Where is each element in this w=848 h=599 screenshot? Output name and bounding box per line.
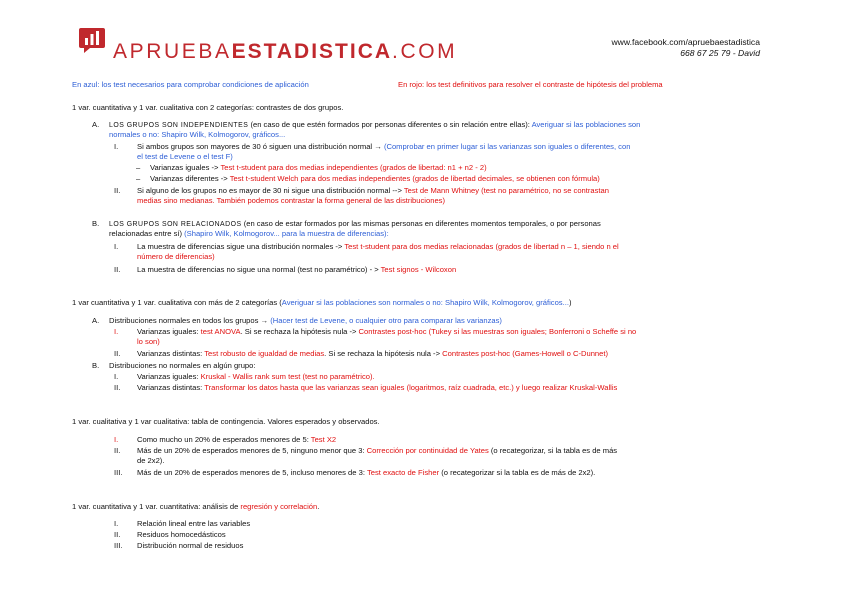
s1-b-heading: LOS GRUPOS SON RELACIONADOS <box>109 221 242 228</box>
s1-a-blue1: Averiguar si las poblaciones son <box>531 120 641 129</box>
s1-a-dash1-line <box>150 163 487 173</box>
s2-b-i-line <box>137 372 375 382</box>
s2-title-text: 1 var cuantitativa y 1 var. cualitativa con más de 2 categorías ( <box>72 298 282 307</box>
s2-a-i-red-a: test ANOVA <box>200 327 241 336</box>
s3-ii-red: Corrección por continuidad de Yates <box>366 446 489 455</box>
logo-light: APRUEBA <box>113 40 232 63</box>
s1-b-i-red2: número de diferencias) <box>137 252 215 261</box>
s2-b-i-marker: I. <box>114 372 119 381</box>
s1-a-i-line1 <box>137 142 630 152</box>
s1-b-ii-red: Test signos - Wilcoxon <box>380 265 457 274</box>
s4-ii-marker: II. <box>114 530 121 539</box>
s2-b-i-red: Kruskal - Wallis rank sum test (test no paramétrico). <box>200 372 375 381</box>
s1-a-i-marker: I. <box>114 142 119 151</box>
s4-i-text: Relación lineal entre las variables <box>137 519 251 528</box>
s1-a-blue2: normales o no: Shapiro Wilk, Kolmogorov, gráficos... <box>109 130 286 139</box>
s2-a-blue: (Hacer test de Levene, o cualquier otro para comparar las varianzas) <box>270 316 502 325</box>
s2-a-i-text: Varianzas iguales: <box>137 327 201 336</box>
s1-a-marker: A. <box>92 120 100 129</box>
website-text: www.facebook.com/apruebaestadistica <box>611 37 760 47</box>
section3-title: 1 var. cualitativa y 1 var cualitativa: tabla de contingencia. Valores esperados y observados. <box>72 417 380 426</box>
s1-b-i-red1: Test t-student para dos medias relacionadas (grados de libertad n – 1, siendo n el <box>344 242 619 251</box>
s4-title-red: regresión y correlación <box>240 502 318 511</box>
s3-i-line <box>137 435 336 445</box>
s3-iii-line <box>137 468 595 478</box>
s1-b-blue: (Shapiro Wilk, Kolmogorov... para la muestra de diferencias): <box>184 229 389 238</box>
s3-ii-line1 <box>137 446 617 456</box>
s2-a-ii-text: Varianzas distintas: <box>137 349 205 358</box>
s2-a-ii-marker: II. <box>114 349 121 358</box>
s3-ii-text: Más de un 20% de esperados menores de 5, ninguno menor que 3: <box>137 446 367 455</box>
s4-iii-text: Distribución normal de residuos <box>137 541 244 550</box>
s3-ii-text-b2: de 2x2). <box>137 456 165 465</box>
legend-blue-note: En azul: los test necesarios para comprobar condiciones de aplicación <box>72 80 309 89</box>
s1-a-heading: LOS GRUPOS SON INDEPENDIENTES <box>109 122 249 129</box>
s4-iii-marker: III. <box>114 541 123 550</box>
s2-title-blue: Averiguar si las poblaciones son normales o no: Shapiro Wilk, Kolmogorov, gráficos... <box>281 298 569 307</box>
s3-ii-marker: II. <box>114 446 121 455</box>
s2-a-line <box>109 316 502 326</box>
section4-title <box>72 502 319 512</box>
phone-text: 668 67 25 79 - David <box>680 48 760 58</box>
s1-a-dash2-line <box>150 174 600 184</box>
s1-b-ii-line <box>137 265 456 275</box>
section1-title: 1 var. cuantitativa y 1 var. cualitativa con 2 categorías: contrastes de dos grupos. <box>72 103 344 112</box>
s2-b-ii-line <box>137 383 617 393</box>
s2-a-i-red-b1: Contrastes post-hoc (Tukey si las muestras son iguales; Bonferroni o Scheffe si no <box>358 327 637 336</box>
s4-ii-text: Residuos homocedásticos <box>137 530 226 539</box>
s1-a-i-blue1: (Comprobar en primer lugar si las varianzas son iguales o diferentes, con <box>383 142 631 151</box>
s2-a-i-text-b: . Si se rechaza la hipótesis nula -> <box>240 327 359 336</box>
s1-a-i-blue2: el test de Levene o el test F) <box>137 152 233 161</box>
s2-a-ii-red-b: Contrastes post-hoc (Games-Howell o C-Dunnet) <box>442 349 608 358</box>
s2-a-i-red-b2: lo son) <box>137 337 160 346</box>
s3-i-marker: I. <box>114 435 119 444</box>
s1-b-line2 <box>109 229 389 239</box>
s3-iii-text-b: (o recategorizar si la tabla es de más de 2x2). <box>439 468 596 477</box>
s1-a-i-text: Si ambos grupos son mayores de 30 ó siguen una distribución normal → <box>137 142 384 151</box>
s1-a-dash2-red: Test t-student Welch para dos medias independientes (grados de libertad decimales, se obtienen con fórmula) <box>229 174 600 183</box>
s1-a-ii-line1 <box>137 186 609 196</box>
s3-i-red: Test X2 <box>310 435 337 444</box>
s3-iii-marker: III. <box>114 468 123 477</box>
s4-i-marker: I. <box>114 519 119 528</box>
logo-text <box>113 40 457 64</box>
s1-b-text1: (en caso de estar formados por las mismas personas en diferentes momentos temporales, o por personas <box>241 219 601 228</box>
s3-iii-text: Más de un 20% de esperados menores de 5, incluso menores de 3: <box>137 468 367 477</box>
s2-a-i-marker: I. <box>114 327 119 336</box>
logo-icon <box>78 26 106 54</box>
legend-red-note: En rojo: los test definitivos para resolver el contraste de hipótesis del problema <box>398 80 663 89</box>
s4-title-text: 1 var. cuantitativa y 1 var. cuantitativa: análisis de <box>72 502 241 511</box>
s1-b-ii-marker: II. <box>114 265 121 274</box>
s3-i-text: Como mucho un 20% de esperados menores de 5: <box>137 435 311 444</box>
s1-b-ii-text: La muestra de diferencias no sigue una normal (test no paramétrico) - > <box>137 265 381 274</box>
s2-b-ii-text: Varianzas distintas: <box>137 383 205 392</box>
s1-a-dash2-text: Varianzas diferentes -> <box>150 174 230 183</box>
s1-b-i-text: La muestra de diferencias sigue una distribución normales -> <box>137 242 345 251</box>
s1-b-i-line1 <box>137 242 619 252</box>
s1-b-text2: relacionadas entre sí) <box>109 229 185 238</box>
section2-title <box>72 298 571 308</box>
s2-title-end: ) <box>568 298 572 307</box>
s2-b-i-text: Varianzas iguales: <box>137 372 201 381</box>
s2-b-ii-marker: II. <box>114 383 121 392</box>
s1-b-marker: B. <box>92 219 100 228</box>
s2-b-marker: B. <box>92 361 100 370</box>
logo-bold: ESTADISTICA <box>231 40 393 63</box>
s1-a-text1: (en caso de que estén formados por personas diferentes o sin relación entre ellas): <box>248 120 532 129</box>
s1-a-ii-text: Si alguno de los grupos no es mayor de 30 ni sigue una distribución normal --> <box>137 186 404 195</box>
s1-a-dash1-red: Test t-student para dos medias independientes (grados de libertad: n1 + n2 - 2) <box>220 163 487 172</box>
s4-title-end: . <box>317 502 320 511</box>
s1-a-ii-marker: II. <box>114 186 121 195</box>
s1-a-dash1-text: Varianzas iguales -> <box>150 163 221 172</box>
s2-b-text: Distribuciones no normales en algún grupo: <box>109 361 256 370</box>
s1-a-ii-red1: Test de Mann Whitney (test no paramétrico, no se contrastan <box>403 186 609 195</box>
contact-block <box>611 37 760 59</box>
s1-a-dash2-marker: – <box>136 174 141 183</box>
s2-a-ii-red-a: Test robusto de igualdad de medias <box>204 349 325 358</box>
s2-a-marker: A. <box>92 316 100 325</box>
s2-a-ii-text-b: . Si se rechaza la hipótesis nula -> <box>324 349 443 358</box>
s3-ii-text-b1: (o recategorizar, si la tabla es de más <box>488 446 618 455</box>
s2-a-ii-line <box>137 349 608 359</box>
s2-b-ii-red: Transformar los datos hasta que las varianzas sean iguales (logaritmos, raíz cuadrada, etc.) y luego realizar Kruskal-Wallis <box>204 383 618 392</box>
s2-a-i-line1 <box>137 327 636 337</box>
logo-suffix: .COM <box>392 40 458 63</box>
s3-iii-red: Test exacto de Fisher <box>366 468 440 477</box>
s1-b-i-marker: I. <box>114 242 119 251</box>
s1-a-dash1-marker: – <box>136 163 141 172</box>
s2-a-text: Distribuciones normales en todos los grupos → <box>109 316 271 325</box>
s1-a-ii-red2: medias sino medianas. También podemos contrastar la forma general de las distribuciones) <box>137 196 445 205</box>
